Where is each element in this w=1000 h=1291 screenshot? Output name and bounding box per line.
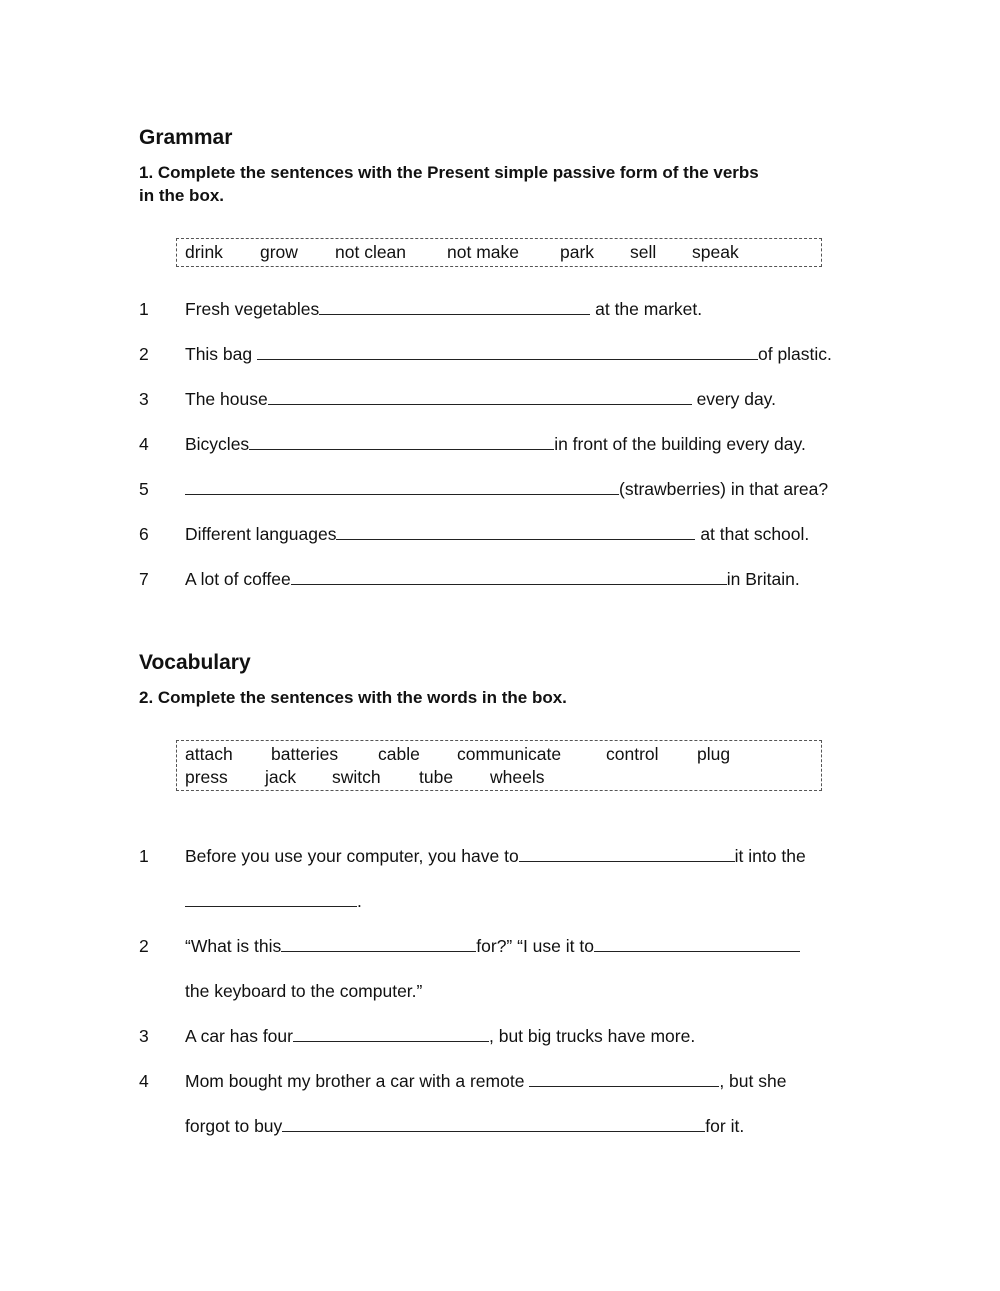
- word-box-item: not make: [447, 242, 519, 262]
- grammar-sentence-1: [185, 299, 702, 320]
- word-box-item: batteries: [271, 744, 339, 764]
- sentence-text: (strawberries) in that area?: [619, 479, 829, 499]
- sentence-text: Fresh vegetables: [185, 299, 320, 319]
- vocabulary-sentence-2-line1: [185, 936, 800, 957]
- answer-blank[interactable]: [185, 480, 619, 495]
- answer-blank[interactable]: [268, 390, 692, 405]
- word-box-item: switch: [332, 767, 381, 787]
- vocabulary-sentence-2-line2: the keyboard to the computer.”: [185, 981, 423, 1001]
- answer-blank[interactable]: [319, 300, 590, 315]
- word-box-item: grow: [260, 242, 298, 262]
- sentence-text: Before you use your computer, you have to: [185, 846, 519, 866]
- item-number: 4: [139, 434, 149, 454]
- sentence-text: .: [357, 891, 362, 911]
- word-box-item: speak: [692, 242, 739, 262]
- sentence-text: Mom bought my brother a car with a remote: [185, 1071, 530, 1091]
- sentence-text: A lot of coffee: [185, 569, 291, 589]
- sentence-text: A car has four: [185, 1026, 293, 1046]
- vocabulary-sentence-1-line1: [185, 846, 806, 867]
- sentence-text: Bicycles: [185, 434, 250, 454]
- answer-blank[interactable]: [336, 525, 695, 540]
- item-number: 2: [139, 936, 149, 956]
- answer-blank[interactable]: [529, 1072, 719, 1087]
- sentence-text: , but big trucks have more.: [488, 1026, 696, 1046]
- item-number: 7: [139, 569, 149, 589]
- sentence-text: at the market.: [590, 299, 703, 319]
- grammar-instruction-line1: 1. Complete the sentences with the Present simple passive form of the verbs: [139, 163, 759, 182]
- item-number: 1: [139, 299, 149, 319]
- word-box-item: drink: [185, 242, 223, 262]
- answer-blank[interactable]: [185, 892, 357, 907]
- item-number: 3: [139, 1026, 149, 1046]
- word-box-item: park: [560, 242, 595, 262]
- item-number: 3: [139, 389, 149, 409]
- word-box-item: attach: [185, 744, 233, 764]
- word-box-item: press: [185, 767, 228, 787]
- item-number: 5: [139, 479, 149, 499]
- answer-blank[interactable]: [293, 1027, 489, 1042]
- sentence-text: “What is this: [185, 936, 282, 956]
- answer-blank[interactable]: [519, 847, 735, 862]
- word-box-item: plug: [697, 744, 731, 764]
- item-number: 6: [139, 524, 149, 544]
- grammar-sentence-2: [185, 344, 832, 365]
- grammar-instruction-line2: in the box.: [139, 186, 224, 205]
- grammar-word-box: [176, 238, 822, 267]
- answer-blank[interactable]: [282, 1117, 705, 1132]
- vocabulary-instruction: 2. Complete the sentences with the words in the box.: [139, 688, 567, 707]
- sentence-text: forgot to buy: [185, 1116, 283, 1136]
- item-number: 4: [139, 1071, 149, 1091]
- sentence-text: for it.: [705, 1116, 745, 1136]
- word-box-item: communicate: [457, 744, 562, 764]
- sentence-text: The house: [185, 389, 268, 409]
- grammar-heading: Grammar: [139, 126, 233, 149]
- sentence-text: every day.: [691, 389, 776, 409]
- word-box-item: jack: [265, 767, 297, 787]
- word-box-item: wheels: [490, 767, 545, 787]
- sentence-text: in front of the building every day.: [554, 434, 806, 454]
- word-box-item: tube: [419, 767, 454, 787]
- grammar-sentence-3: [185, 389, 776, 410]
- sentence-text: for?” “I use it to: [476, 936, 594, 956]
- sentence-text: Different languages: [185, 524, 337, 544]
- vocabulary-sentence-1-line2: [185, 891, 362, 912]
- sentence-text: in Britain.: [726, 569, 800, 589]
- vocabulary-sentence-4-line2: [185, 1116, 744, 1137]
- grammar-sentence-5: [185, 479, 828, 500]
- sentence-text: , but she: [719, 1071, 787, 1091]
- vocabulary-heading: Vocabulary: [139, 651, 251, 674]
- word-box-item: not clean: [335, 242, 407, 262]
- sentence-text: This bag: [185, 344, 257, 364]
- answer-blank[interactable]: [281, 937, 476, 952]
- sentence-text: at that school.: [695, 524, 810, 544]
- vocabulary-sentence-4-line1: [185, 1071, 786, 1092]
- item-number: 1: [139, 846, 149, 866]
- answer-blank[interactable]: [249, 435, 554, 450]
- vocabulary-word-box: [176, 740, 822, 791]
- answer-blank[interactable]: [291, 570, 727, 585]
- answer-blank[interactable]: [257, 345, 758, 360]
- grammar-sentence-7: [185, 569, 800, 590]
- sentence-text: of plastic.: [757, 344, 832, 364]
- grammar-sentence-4: [185, 434, 806, 455]
- word-box-item: sell: [630, 242, 657, 262]
- word-box-item: cable: [378, 744, 420, 764]
- grammar-sentence-6: [185, 524, 809, 545]
- sentence-text: it into the: [734, 846, 806, 866]
- answer-blank[interactable]: [594, 937, 800, 952]
- word-box-item: control: [606, 744, 659, 764]
- vocabulary-sentence-3: [185, 1026, 695, 1047]
- item-number: 2: [139, 344, 149, 364]
